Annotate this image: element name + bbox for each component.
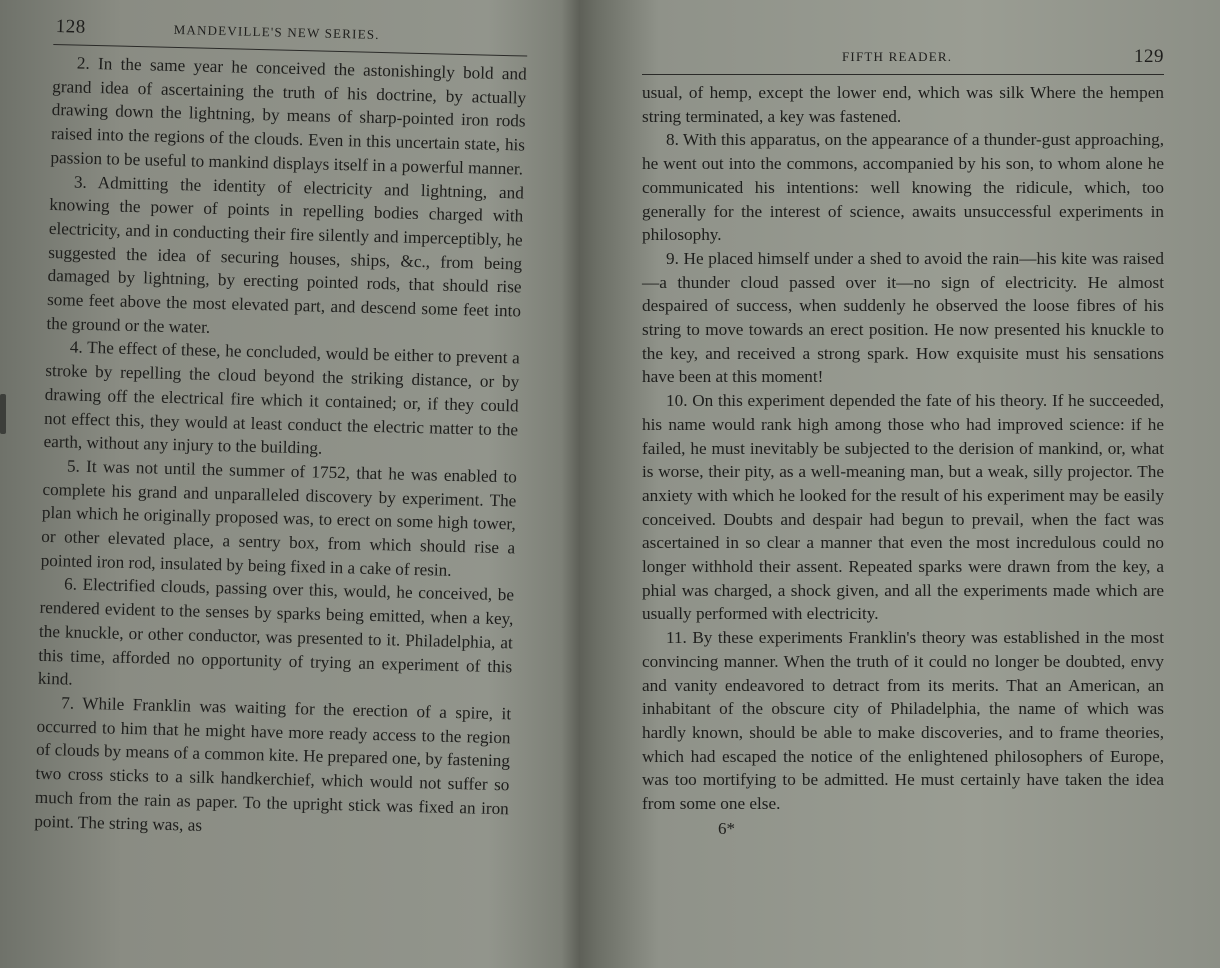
paragraph-3: 3. Admitting the identity of electricity and lightning, and knowing the power of points in repelling bodies charged with electricity, and in conducting their fire silently and imperceptibly, he suggested the idea of securing houses, ships, &c., from being damaged by lightning, by erecting pointed rods, that should rise some feet above the most elevated part, and descend some feet into the ground or the water. (46, 172, 525, 337)
left-page (0, 0, 568, 968)
paragraph-10: 10. On this experiment depended the fate of his theory. If he succeeded, his name would rank high among those who had improved science: if he failed, he must inevitably be subjected to the derision of mankind, or, what is worse, their pity, as a well-meaning man, but a weak, silly projector. The anxiety with which he looked for the result of his experiment may be easily conceived. Doubts and despair had begun to prevail, when the fact was ascertained in so clear a manner that even the most incredulous could no longer withhold their assent. Repeated sparks were drawn from the key, a phial was charged, a shock given, and all the experiments made which are usually performed with electricity. (642, 391, 1164, 624)
right-running-title: FIFTH READER. (842, 49, 953, 64)
signature-mark: 6* (718, 818, 735, 838)
paragraph-4: 4. The effect of these, he concluded, would be either to prevent a stroke by repelling the cloud beyond the striking distance, or by drawing off the electrical fire which it contained; or, if they could not effect this, they would at least conduct the electric matter to the earth, without any injury to the building. (43, 337, 521, 458)
paragraph-11: 11. By these experiments Franklin's theory was established in the most convincing manner. When the truth of it could no longer be doubted, envy and vanity endeavored to detract from its merits. That an American, an inhabitant of the obscure city of Philadelphia, the name of which was hardly known, should be able to make discoveries, and to frame theories, which had escaped the notice of the enlightened philosophers of Europe, was too mortifying to be admitted. He must certainly have taken the idea from some one else. (642, 628, 1164, 814)
paragraph-2: 2. In the same year he conceived the astonishingly bold and grand idea of ascertaining the truth of his doctrine, by actually drawing down the lightning, by means of sharp-pointed iron rods raised into the regions of the clouds. Even in this uncertain state, his passion to be useful to mankind displays itself in a powerful manner. (50, 53, 527, 179)
right-page-text (642, 81, 1164, 816)
right-head-rule (642, 74, 1164, 75)
continued-paragraph: usual, of hemp, except the lower end, which was silk Where the hempen string terminated, a key was fastened. (642, 83, 1164, 126)
right-running-head (642, 44, 1164, 74)
left-page-number: 128 (55, 16, 87, 38)
right-page (596, 0, 1220, 968)
paragraph-6: 6. Electrified clouds, passing over this, would, he conceived, be rendered evident to the senses by sparks being emitted, when a key, the knuckle, or other conductor, was presented to it. Philadelphia, at this time, afforded no opportunity of trying an experiment of this kind. (37, 574, 515, 689)
paragraph-5: 5. It was not until the summer of 1752, that he was enabled to complete his grand and unparalleled discovery by experiment. The plan which he originally proposed was, to erect on some high tower, or other elevated place, a sentry box, from which should rise a pointed iron rod, insulated by being fixed in a cake of resin. (40, 456, 518, 580)
paragraph-7: 7. While Franklin was waiting for the erection of a spire, it occurred to him that he might have more ready access to the region of clouds by means of a common kite. He prepared one, by fastening two cross sticks to a silk handkerchief, which would not suffer so much from the rain as paper. To the upright stick was fixed an iron point. The string was, as (34, 693, 512, 835)
paragraph-8: 8. With this apparatus, on the appearance of a thunder-gust approaching, he went out into the commons, accompanied by his son, to whom alone he communicated his intentions: well knowing the ridicule, which, too generally for the interest of science, awaits unsuccessful experiments in philosophy. (642, 130, 1164, 245)
right-page-number: 129 (1134, 46, 1164, 67)
left-page-text (34, 51, 527, 845)
paragraph-9: 9. He placed himself under a shed to avoid the rain—his kite was raised—a thunder cloud passed over it—no sign of electricity. He almost despaired of success, when suddenly he observed the loose fibres of his string to move towards an erect position. He now presented his knuckle to the key, and received a strong spark. How exquisite must his sensations have been at this moment! (642, 248, 1164, 387)
left-running-head (53, 14, 528, 56)
left-running-title: MANDEVILLE'S NEW SERIES. (173, 21, 380, 42)
